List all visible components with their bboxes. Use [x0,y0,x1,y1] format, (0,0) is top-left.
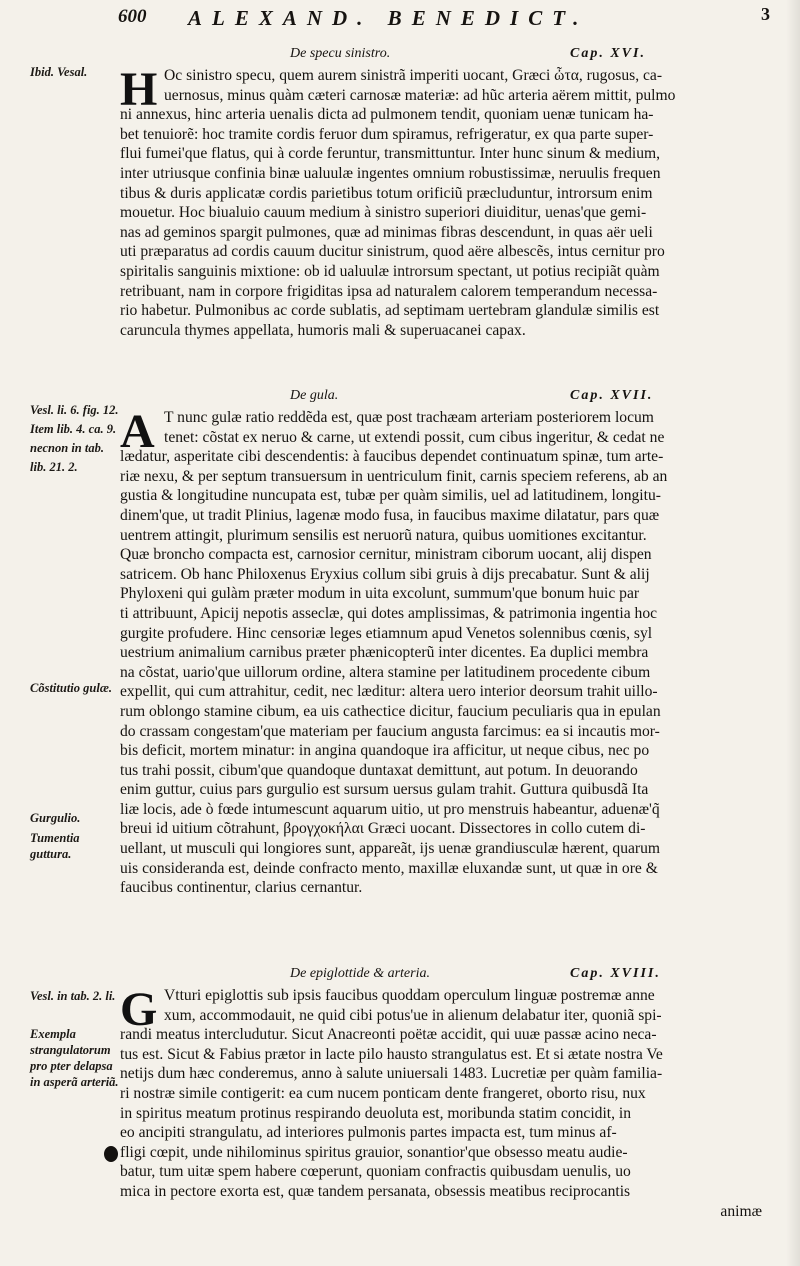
chapter-number: Cap. XVI. [570,46,646,61]
chapter-subtitle: De epiglottide & arteria. [290,966,430,981]
text-line: lædatur, asperitate cibi descendentis: à faucibus dependet continuatum spinæ, tum arte- [120,448,664,466]
text-line: inter utriusque confinia binæ ualuulæ ingentes omnium robustissimæ, neruulis frequen [120,164,661,182]
text-line: uis consideranda est, deinde confracto mento, maxillæ eluxandæ sunt, ut quæ in ore & [120,859,658,877]
margin-note-item-lib: Item lib. 4. ca. 9. [30,422,117,436]
text-line: na cõstat, uario'que uillorum ordine, altera stamine per latitudinem procedente cibum [120,663,651,681]
text-line: T nunc gulæ ratio reddẽda est, quæ post trachæam arteriam posteriorem locum [164,409,654,426]
text-line: faucibus continentur, clarius cernantur. [120,879,363,897]
text-line: rum oblongo stamine cibum, ea uis cathectice dicitur, faucium peculiaris qua in epulan [120,702,661,720]
text-line: ni annexus, hinc arteria uenalis dicta ad pulmonem tendit, quoniam uenæ tunicam ha- [120,106,654,124]
margin-note-vesal-6: Vesl. li. 6. fig. 12. [30,403,119,417]
margin-note-ibid: Ibid. Vesal. [30,65,88,79]
chapter-16-text [120,63,772,340]
text-line: Oc sinistro specu, quem aurem sinistrã imperiti uocant, Græci ὦτα, rugosus, ca- [164,67,663,84]
text-line: breui id uitium cõtrahunt, βρογχοκήλαι Græci uocant. Dissectores in collo cutem di- [120,820,646,838]
page-header [110,6,770,34]
text-line: ti attribuunt, Apicij nepotis asseclæ, qui dotes amplissimas, & patrimonia ingentia hoc [120,604,658,622]
text-line: spiritalis sanguinis mixtione: ob id ualuulæ introrsum spectant, ut potius recipiãt quàm [120,262,660,280]
text-line: tus trahi possit, cibum'que quandoque duntaxat demittunt, aut potum. In deuorando [120,761,638,779]
text-line: gurgite profudere. Hinc censoriæ leges etiamnum apud Venetos solennibus cœnis, syl [120,624,653,642]
drop-cap: H [120,63,158,116]
text-line: tenet: cõstat ex neruo & carne, ut extendi possit, cum cibus ingeritur, & cedat ne [164,428,665,446]
text-line: satricem. Ob hanc Philoxenus Eryxius collum sibi gruis à dijs precabatur. Sunt & alij [120,565,650,583]
text-line: flui fumei'que flatus, qui à corde feruntur, transmittuntur. Inter hunc sinum & medium, [120,145,661,163]
text-line: caruncula thymes appellata, humoris mali & superuacanei capax. [120,321,526,339]
text-line: bet tenuiorẽ: hoc tramite cordis feruor dum spiramus, refrigeratur, ex qua parte super- [120,125,654,143]
text-line: dinem'que, ut tradit Plinius, lagenæ modo fusa, in faucibus maxime dilatatur, pars quæ [120,506,660,524]
drop-cap: G [120,983,158,1036]
text-line: in spiritus meatum protinus respirando deuoluta est, moribunda statim concidit, in [120,1104,632,1122]
text-line: Vtturi epiglottis sub ipsis faucibus quoddam operculum linguæ postremæ anne [164,987,655,1004]
margin-note-constitutio: Cõstitutio gulæ. [30,681,112,695]
text-line: ri nostræ simile contigerit: ea cum nucem ponticam dente frangeret, oborto risu, nux [120,1084,646,1102]
chapter-number: Cap. XVIII. [570,966,661,981]
chapter-heading-18 [120,966,760,986]
margin-note-necnon: necnon in tab. [30,441,104,455]
text-line: randi meatus intercludutur. Sicut Anacreonti poëtæ accidit, qui uuæ passæ acino neca- [120,1026,657,1044]
margin-note-exempla: Exempla strangulatorum pro pter delapsa in asperã arteriã. [30,1027,119,1089]
corner-mark: 3 [761,4,770,24]
text-line: Phyloxeni qui gulàm præter modum in uita excolunt, summum'que bonum huic par [120,585,640,603]
text-line: gustia & longitudine nuncupata est, tubæ per quàm similis, uel ad latitudinem, longitu- [120,487,661,505]
text-line: tibus & duris applicatæ cordis parietibus totum orificiũ præcluduntur, introrsum enim [120,184,653,202]
page-edge-shadow [786,0,800,1266]
text-line: uti præparatus ad cordis cauum ducitur sinistrum, quod aëre albescẽs, intus cernitur pro [120,243,665,261]
running-title: ALEXAND. BENEDICT. [188,6,589,30]
text-line: Quæ broncho compacta est, carnosior cernitur, ministram ciborum uocant, alij dispen [120,546,652,564]
text-line: riæ nexu, & per septum transuersum in uentriculum finit, carnis speciem referens, ab an [120,467,668,485]
chapter-heading-17 [120,388,760,408]
text-line: tus est. Sicut & Fabius prætor in lacte pilo hausto strangulatus est. Et si ætate nostra Ve [120,1045,663,1063]
chapter-18-text [120,983,772,1221]
text-line: rio habetur. Pulmonibus ac corde sublatis, ad septimam uertebram glandulæ similis est [120,302,660,320]
margin-note-tumentia: Tumentia guttura. [30,831,80,861]
chapter-subtitle: De specu sinistro. [290,46,391,61]
ink-blot [104,1146,118,1162]
catchword: animæ [720,1202,762,1220]
text-line: liæ locis, ade ò fœde intumescunt aquarum uitio, ut pro menstruis habeantur, aduenæ'q̃ [120,800,660,818]
text-line: do crassam congestam'que materiam per faucium angusta farcimus: ea si incautis mor- [120,722,660,740]
text-line: xum, accommodauit, ne quid cibi potus'ue in alienum delabatur iter, quoniã spi- [164,1006,662,1024]
page-number: 600 [118,6,147,27]
text-line: enim guttur, cuius pars gurgulio est sursum uersus gulam trahit. Guttura quibusdã Ita [120,781,649,799]
chapter-17-text [120,405,772,898]
chapter-heading-16 [120,46,760,66]
text-line: bis deficit, mortem minatur: in angina quandoque ira afficitur, ut neque cibus, nec po [120,742,650,760]
text-line: fligi cœpit, unde nihilominus spiritus grauior, sonantior'que obsesso meatu audie- [120,1143,628,1161]
text-line: expellit, qui cum attrahitur, cedit, nec læditur: altera uero interior deorsum trahit uillo- [120,683,658,701]
drop-cap: A [120,405,155,458]
chapter-subtitle: De gula. [290,388,339,403]
text-line: nas ad geminos spargit pulmones, quæ ad minimas fibras descendunt, in quas aër ueli [120,223,653,241]
text-line: retribuant, nam in corpore frigiditas ipsa ad naturalem calorem temperandum necessa- [120,282,658,300]
text-line: eo ancipiti strangulatu, ad interiores pulmonis partes impacta est, tum minus af- [120,1124,617,1142]
text-line: uernosus, minus quàm cæteri carnosæ materiæ: ad hũc arteria aërem mittit, pulmo [164,86,676,104]
text-line: netijs dum hæc conderemus, anno à salute uniuersali 1483. Lucretiæ per quàm familia- [120,1065,663,1083]
text-line: uestrium animalium carnibus præter phænicopterũ inter dicentes. Ea duplici membra [120,644,649,662]
margin-note-vesal-tab: Vesl. in tab. 2. li. [30,989,116,1003]
text-line: uellant, ut musculi qui longiores sunt, appareãt, ijs uenæ grandiusculæ hærent, quarum [120,840,661,858]
text-line: mouetur. Hoc biualuio cauum medium à sinistro superiori diuiditur, uenas'que gemi- [120,204,647,222]
text-line: uentrem attingit, plurimum sensilis est neruorũ natura, quibus uomitiones excitantur. [120,526,647,544]
margin-note-lib21: lib. 21. 2. [30,460,78,474]
text-line: mica in pectore exorta est, quæ tandem persanata, obsessis meatibus reciprocantis [120,1182,631,1200]
chapter-number: Cap. XVII. [570,388,654,403]
margin-note-gurgulio: Gurgulio. [30,811,81,825]
text-line: batur, tum uitæ spem habere cœperunt, quoniam confractis quibusdam uenulis, uo [120,1163,631,1181]
